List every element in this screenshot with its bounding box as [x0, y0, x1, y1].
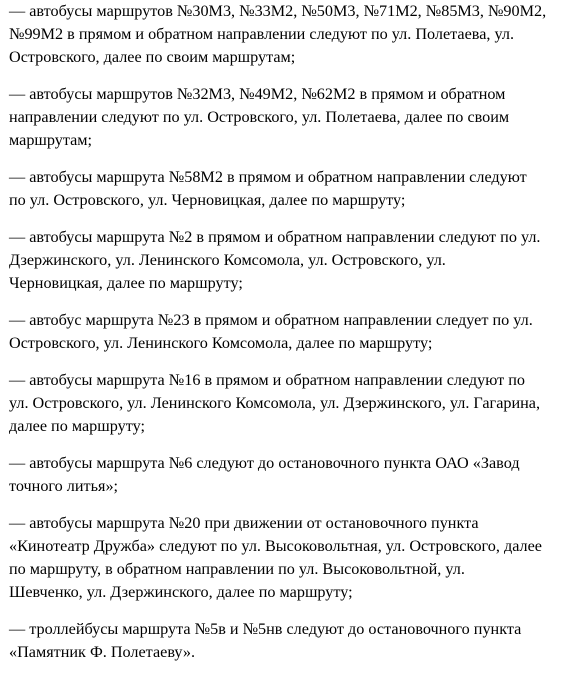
text-line: маршрутам; — [9, 131, 93, 149]
route-paragraph-6 — [9, 369, 577, 438]
route-paragraph-2 — [9, 83, 577, 152]
document-body — [9, 0, 577, 678]
text-line: — автобусы маршрута №6 следуют до остановочного пункта ОАО «Завод — [9, 454, 520, 472]
text-line: по маршруту, в обратном направлении по ул. Высоковольтной, ул. — [9, 560, 465, 578]
text-line: — автобусы маршрута №16 в прямом и обратном направлении следуют по — [9, 371, 526, 389]
text-line: — троллейбусы маршрута №5в и №5нв следуют до остановочного пункта — [9, 620, 522, 638]
text-line: — автобусы маршрутов №30М3, №33М2, №50М3, №71М2, №85М3, №90М2, — [9, 2, 547, 20]
text-line: «Памятник Ф. Полетаеву». — [9, 643, 196, 661]
text-line: по ул. Островского, ул. Черновицкая, далее по маршруту; — [9, 191, 406, 209]
text-line: Шевченко, ул. Дзержинского, далее по маршруту; — [9, 583, 353, 601]
text-line: — автобусы маршрутов №32М3, №49М2, №62М2 в прямом и обратном — [9, 85, 506, 103]
route-paragraph-1 — [9, 0, 577, 69]
route-paragraph-3 — [9, 166, 577, 212]
text-line: Островского, ул. Ленинского Комсомола, далее по маршруту; — [9, 334, 433, 352]
text-line: — автобусы маршрута №58М2 в прямом и обратном направлении следуют — [9, 168, 527, 186]
text-line: точного литья»; — [9, 477, 119, 495]
text-line: Островского, далее по своим маршрутам; — [9, 48, 296, 66]
text-line: Черновицкая, далее по маршруту; — [9, 274, 243, 292]
text-line: далее по маршруту; — [9, 417, 145, 435]
text-line: ул. Островского, ул. Ленинского Комсомола, ул. Дзержинского, ул. Гагарина, — [9, 394, 541, 412]
text-line: направлении следуют по ул. Островского, ул. Полетаева, далее по своим — [9, 108, 510, 126]
route-paragraph-9 — [9, 618, 577, 664]
route-paragraph-5 — [9, 309, 577, 355]
route-paragraph-8 — [9, 512, 577, 604]
route-paragraph-7 — [9, 452, 577, 498]
route-paragraph-4 — [9, 226, 577, 295]
text-line: — автобусы маршрута №2 в прямом и обратном направлении следуют по ул. — [9, 228, 541, 246]
text-line: №99М2 в прямом и обратном направлении следуют по ул. Полетаева, ул. — [9, 25, 515, 43]
text-line: — автобус маршрута №23 в прямом и обратном направлении следует по ул. — [9, 311, 533, 329]
text-line: — автобусы маршрута №20 при движении от остановочного пункта — [9, 514, 479, 532]
text-line: «Кинотеатр Дружба» следуют по ул. Высоковольтная, ул. Островского, далее — [9, 537, 542, 555]
text-line: Дзержинского, ул. Ленинского Комсомола, ул. Островского, ул. — [9, 251, 446, 269]
